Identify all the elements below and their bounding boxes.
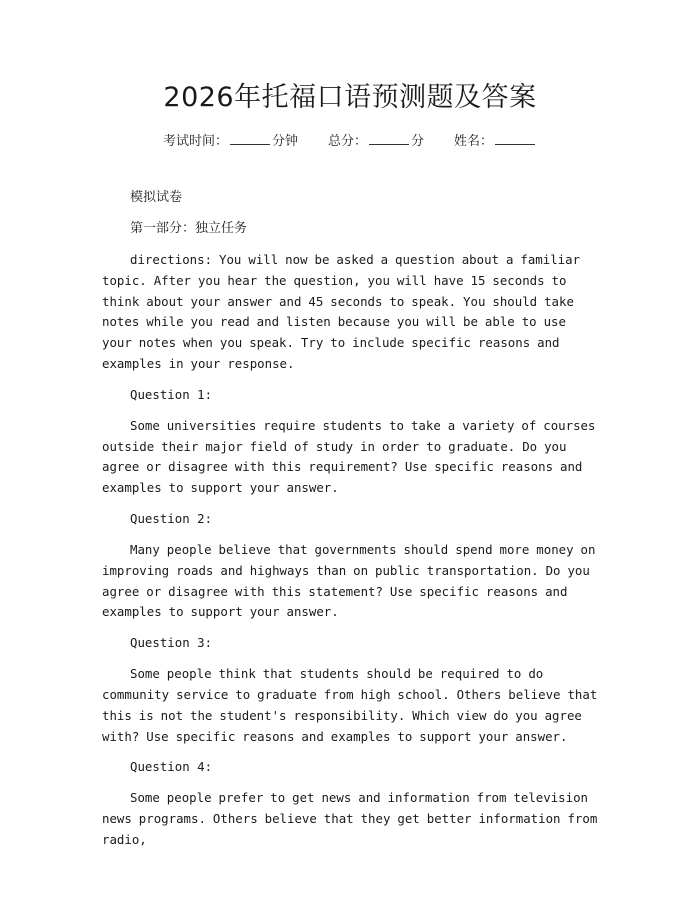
part-label: 第一部分：独立任务 bbox=[130, 221, 248, 236]
name-label: 姓名： bbox=[454, 134, 494, 149]
name-blank[interactable] bbox=[495, 131, 535, 145]
question-text: Some people prefer to get news and information from television news programs. Others believe that they get better information from radio, bbox=[102, 790, 598, 847]
directions-paragraph: directions: You will now be asked a question about a familiar topic. After you hear the question, you will have 15 seconds to think about your answer and 45 seconds to speak. You should take notes while you read and listen because you will be able to use your notes when you speak. Try to include specific reasons and examples in your response. bbox=[102, 252, 581, 371]
total-score-unit: 分 bbox=[411, 134, 425, 149]
exam-time-blank[interactable] bbox=[230, 131, 270, 145]
exam-time-unit: 分钟 bbox=[271, 134, 298, 149]
exam-info-line bbox=[0, 131, 700, 152]
question-label: Question 2: bbox=[130, 510, 213, 526]
question-text: Many people believe that governments should spend more money on improving roads and highways than on public transportation. Do you agree or disagree with this statement? Use specific reasons and examples to support your answer. bbox=[102, 541, 596, 620]
question-text: Some universities require students to take a variety of courses outside their major field of study in order to graduate. Do you agree or disagree with this requirement? Use specific reasons and examples to support your answer. bbox=[102, 417, 596, 496]
section-label: 模拟试卷 bbox=[130, 190, 183, 205]
question-label: Question 1: bbox=[130, 386, 213, 402]
document-body bbox=[102, 188, 602, 861]
total-score-blank[interactable] bbox=[369, 131, 409, 145]
document-title: 2026年托福口语预测题及答案 bbox=[163, 82, 537, 113]
total-score-label: 总分： bbox=[327, 134, 367, 149]
question-label: Question 4: bbox=[130, 759, 213, 775]
question-label: Question 3: bbox=[130, 635, 213, 651]
question-text: Some people think that students should be required to do community service to graduate from high school. Others believe that this is not the student's responsibility. Which view do you agree with? Use specific reasons and examples to support your answer. bbox=[102, 666, 598, 744]
exam-time-label: 考试时间： bbox=[162, 134, 228, 149]
